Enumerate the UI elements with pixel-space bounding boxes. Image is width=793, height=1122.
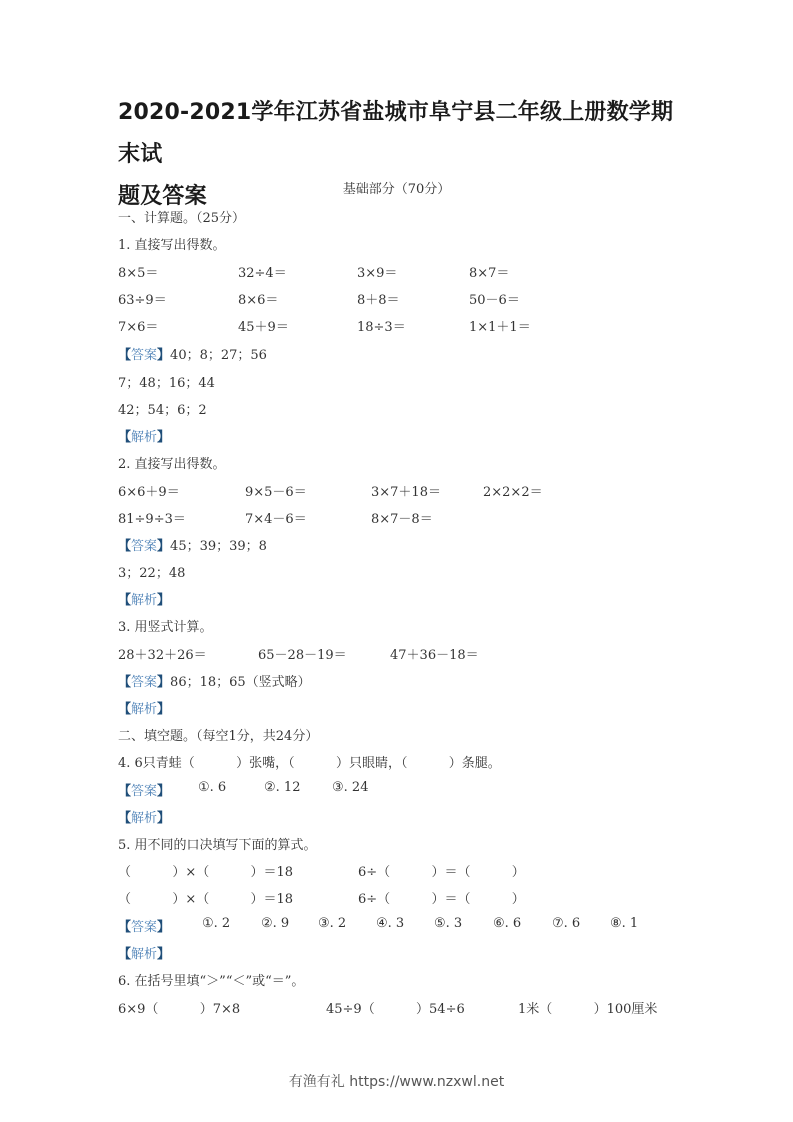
- expr: 8×5＝: [118, 266, 159, 281]
- answer-item: ⑤. 3: [434, 916, 463, 931]
- title-line-1: 2020-2021学年江苏省盐城市阜宁县二年级上册数学期末试: [118, 100, 674, 167]
- question-2-row-2: [118, 508, 718, 526]
- expr: 63÷9＝: [118, 293, 167, 308]
- answer-text: 45；39；39；8: [170, 539, 267, 554]
- expr: 6÷（ ）＝（ ）: [358, 892, 525, 907]
- question-1-row-1: [118, 262, 718, 280]
- question-4-prompt: 4. 6只青蛙（ ）张嘴，（ ）只眼睛，（ ）条腿。: [118, 756, 501, 771]
- expr: 45＋9＝: [238, 320, 289, 335]
- analysis-label: 【解析】: [118, 811, 171, 826]
- analysis-label: 【解析】: [118, 702, 171, 717]
- expr: 8×7＝: [469, 266, 510, 281]
- answer-label: 【答案】: [118, 539, 171, 554]
- expr: （ ）×（ ）＝18: [118, 892, 294, 907]
- question-1-answer-line-3: 42；54；6；2: [118, 403, 207, 418]
- section-subtitle: 基础部分（70分）: [342, 182, 451, 197]
- expr: 7×4－6＝: [245, 512, 307, 527]
- question-3-answer: [118, 671, 311, 690]
- expr: 45÷9（ ）54÷6: [326, 1002, 465, 1017]
- expr: 47＋36－18＝: [390, 648, 479, 663]
- question-2-answer-line-2: 3；22；48: [118, 566, 186, 581]
- title-line-2: 题及答案: [118, 184, 207, 209]
- answer-label: 【答案】: [118, 784, 171, 799]
- expr: 28＋32＋26＝: [118, 648, 207, 663]
- question-6-prompt: 6. 在括号里填“＞”“＜”或“＝”。: [118, 974, 305, 989]
- answer-item: ⑧. 1: [610, 916, 639, 931]
- answer-item: ④. 3: [376, 916, 405, 931]
- analysis-label: 【解析】: [118, 430, 171, 445]
- footer-watermark: 有渔有礼 https://www.nzxwl.net: [288, 1074, 505, 1090]
- question-3-analysis: [118, 698, 170, 717]
- question-5-prompt: 5. 用不同的口决填写下面的算式。: [118, 838, 317, 853]
- question-5-answer: [118, 916, 718, 934]
- question-1-answer-line-2: 7；48；16；44: [118, 376, 215, 391]
- question-2-analysis: [118, 589, 170, 608]
- question-5-analysis: [118, 943, 170, 962]
- answer-item: ③. 2: [318, 916, 347, 931]
- question-1-answer: [118, 344, 267, 363]
- answer-label: 【答案】: [118, 675, 171, 690]
- expr: 1米（ ）100厘米: [518, 1002, 658, 1017]
- expr: 18÷3＝: [357, 320, 406, 335]
- analysis-label: 【解析】: [118, 593, 171, 608]
- question-3-row: [118, 644, 718, 662]
- expr: 8×6＝: [238, 293, 279, 308]
- answer-item: ①. 6: [198, 780, 227, 795]
- expr: 3×7＋18＝: [371, 485, 441, 500]
- question-2-row-1: [118, 481, 718, 499]
- expr: 2×2×2＝: [483, 485, 543, 500]
- expr: 32÷4＝: [238, 266, 287, 281]
- expr: 6×6＋9＝: [118, 485, 180, 500]
- question-6-row: [118, 998, 718, 1016]
- expr: 7×6＝: [118, 320, 159, 335]
- document-title: [118, 92, 688, 218]
- expr: 1×1＋1＝: [469, 320, 531, 335]
- section-heading-2: 二、填空题。（每空1分，共24分）: [118, 729, 319, 744]
- question-5-row-1: [118, 861, 718, 879]
- answer-item: ②. 12: [264, 780, 301, 795]
- expr: 9×5－6＝: [245, 485, 307, 500]
- question-4-answer: [118, 780, 718, 798]
- expr: 65－28－19＝: [258, 648, 347, 663]
- answer-item: ③. 24: [332, 780, 369, 795]
- answer-label: 【答案】: [118, 348, 171, 363]
- expr: 6×9（ ）7×8: [118, 1002, 241, 1017]
- question-4-analysis: [118, 807, 170, 826]
- question-1-analysis: [118, 426, 170, 445]
- answer-label: 【答案】: [118, 920, 171, 935]
- answer-item: ①. 2: [202, 916, 231, 931]
- section-heading-1: 一、计算题。（25分）: [118, 211, 246, 226]
- question-1-row-2: [118, 289, 718, 307]
- question-2-answer: [118, 535, 267, 554]
- question-5-row-2: [118, 888, 718, 906]
- answer-item: ⑦. 6: [552, 916, 581, 931]
- question-1-prompt: 1. 直接写出得数。: [118, 238, 226, 253]
- expr: 50－6＝: [469, 293, 520, 308]
- answer-text: 40；8；27；56: [170, 348, 267, 363]
- question-1-row-3: [118, 316, 718, 334]
- expr: 81÷9÷3＝: [118, 512, 186, 527]
- expr: 8＋8＝: [357, 293, 400, 308]
- expr: 8×7－8＝: [371, 512, 433, 527]
- answer-item: ⑥. 6: [493, 916, 522, 931]
- question-3-prompt: 3. 用竖式计算。: [118, 620, 213, 635]
- analysis-label: 【解析】: [118, 947, 171, 962]
- expr: 6÷（ ）＝（ ）: [358, 865, 525, 880]
- expr: 3×9＝: [357, 266, 398, 281]
- question-2-prompt: 2. 直接写出得数。: [118, 457, 226, 472]
- expr: （ ）×（ ）＝18: [118, 865, 294, 880]
- answer-text: 86；18；65（竖式略）: [170, 675, 311, 690]
- answer-item: ②. 9: [261, 916, 290, 931]
